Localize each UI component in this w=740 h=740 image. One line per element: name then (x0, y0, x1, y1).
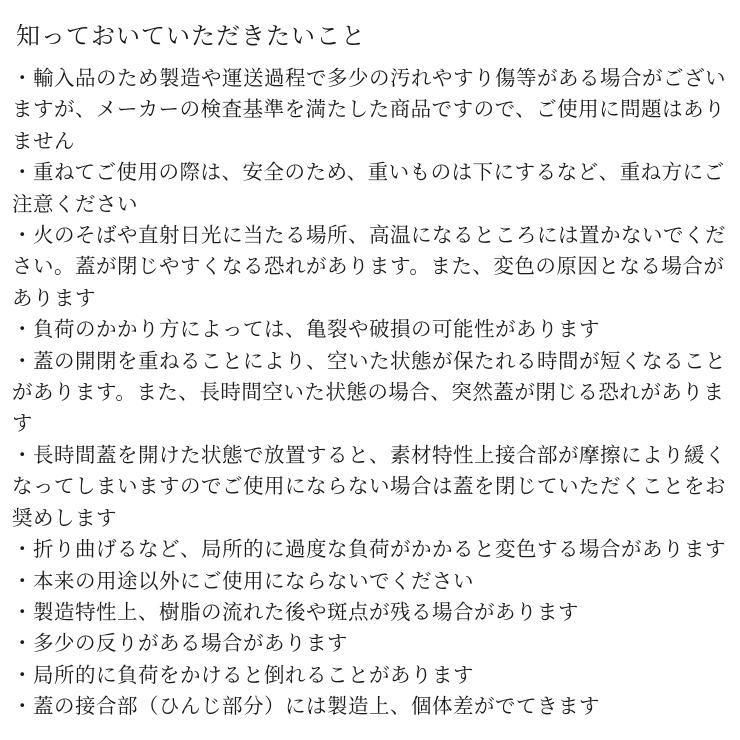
note-item: ・火のそばや直射日光に当たる場所、高温になるところには置かないでください。蓋が閉じやすくなる恐れがあります。また、変色の原因となる場合があります (12, 223, 726, 310)
note-item: ・輸入品のため製造や運送過程で多少の汚れやすり傷等がある場合がございますが、メーカーの検査基準を満たした商品ですので、ご使用に問題はありません (12, 66, 726, 153)
note-item: ・折り曲げるなど、局所的に過度な負荷がかかると変色する場合があります (12, 537, 726, 562)
note-item: ・長時間蓋を開けた状態で放置すると、素材特性上接合部が摩擦により緩くなってしまいますのでご使用にならない場合は蓋を閉じていただくことをお奨めします (12, 442, 726, 530)
note-item: ・製造特性上、樹脂の流れた後や斑点が残る場合があります (12, 599, 579, 624)
note-item: ・局所的に負荷をかけると倒れることがあります (12, 662, 474, 687)
notes-list (12, 63, 726, 723)
note-item: ・蓋の開閉を重ねることにより、空いた状態が保たれる時間が短くなることがあります。また、長時間空いた状態の場合、突然蓋が閉じる恐れがあります (12, 348, 726, 436)
note-item: ・重ねてご使用の際は、安全のため、重いものは下にするなど、重ね方にご注意ください (12, 160, 725, 216)
note-item: ・本来の用途以外にご使用にならないでください (12, 568, 474, 593)
note-item: ・多少の反りがある場合があります (12, 631, 348, 656)
note-item: ・負荷のかかり方によっては、亀裂や破損の可能性があります (12, 317, 600, 342)
note-item: ・蓋の接合部（ひんじ部分）には製造上、個体差がでてきます (12, 694, 600, 719)
page-title: 知っておいていただきたいこと (16, 22, 366, 50)
